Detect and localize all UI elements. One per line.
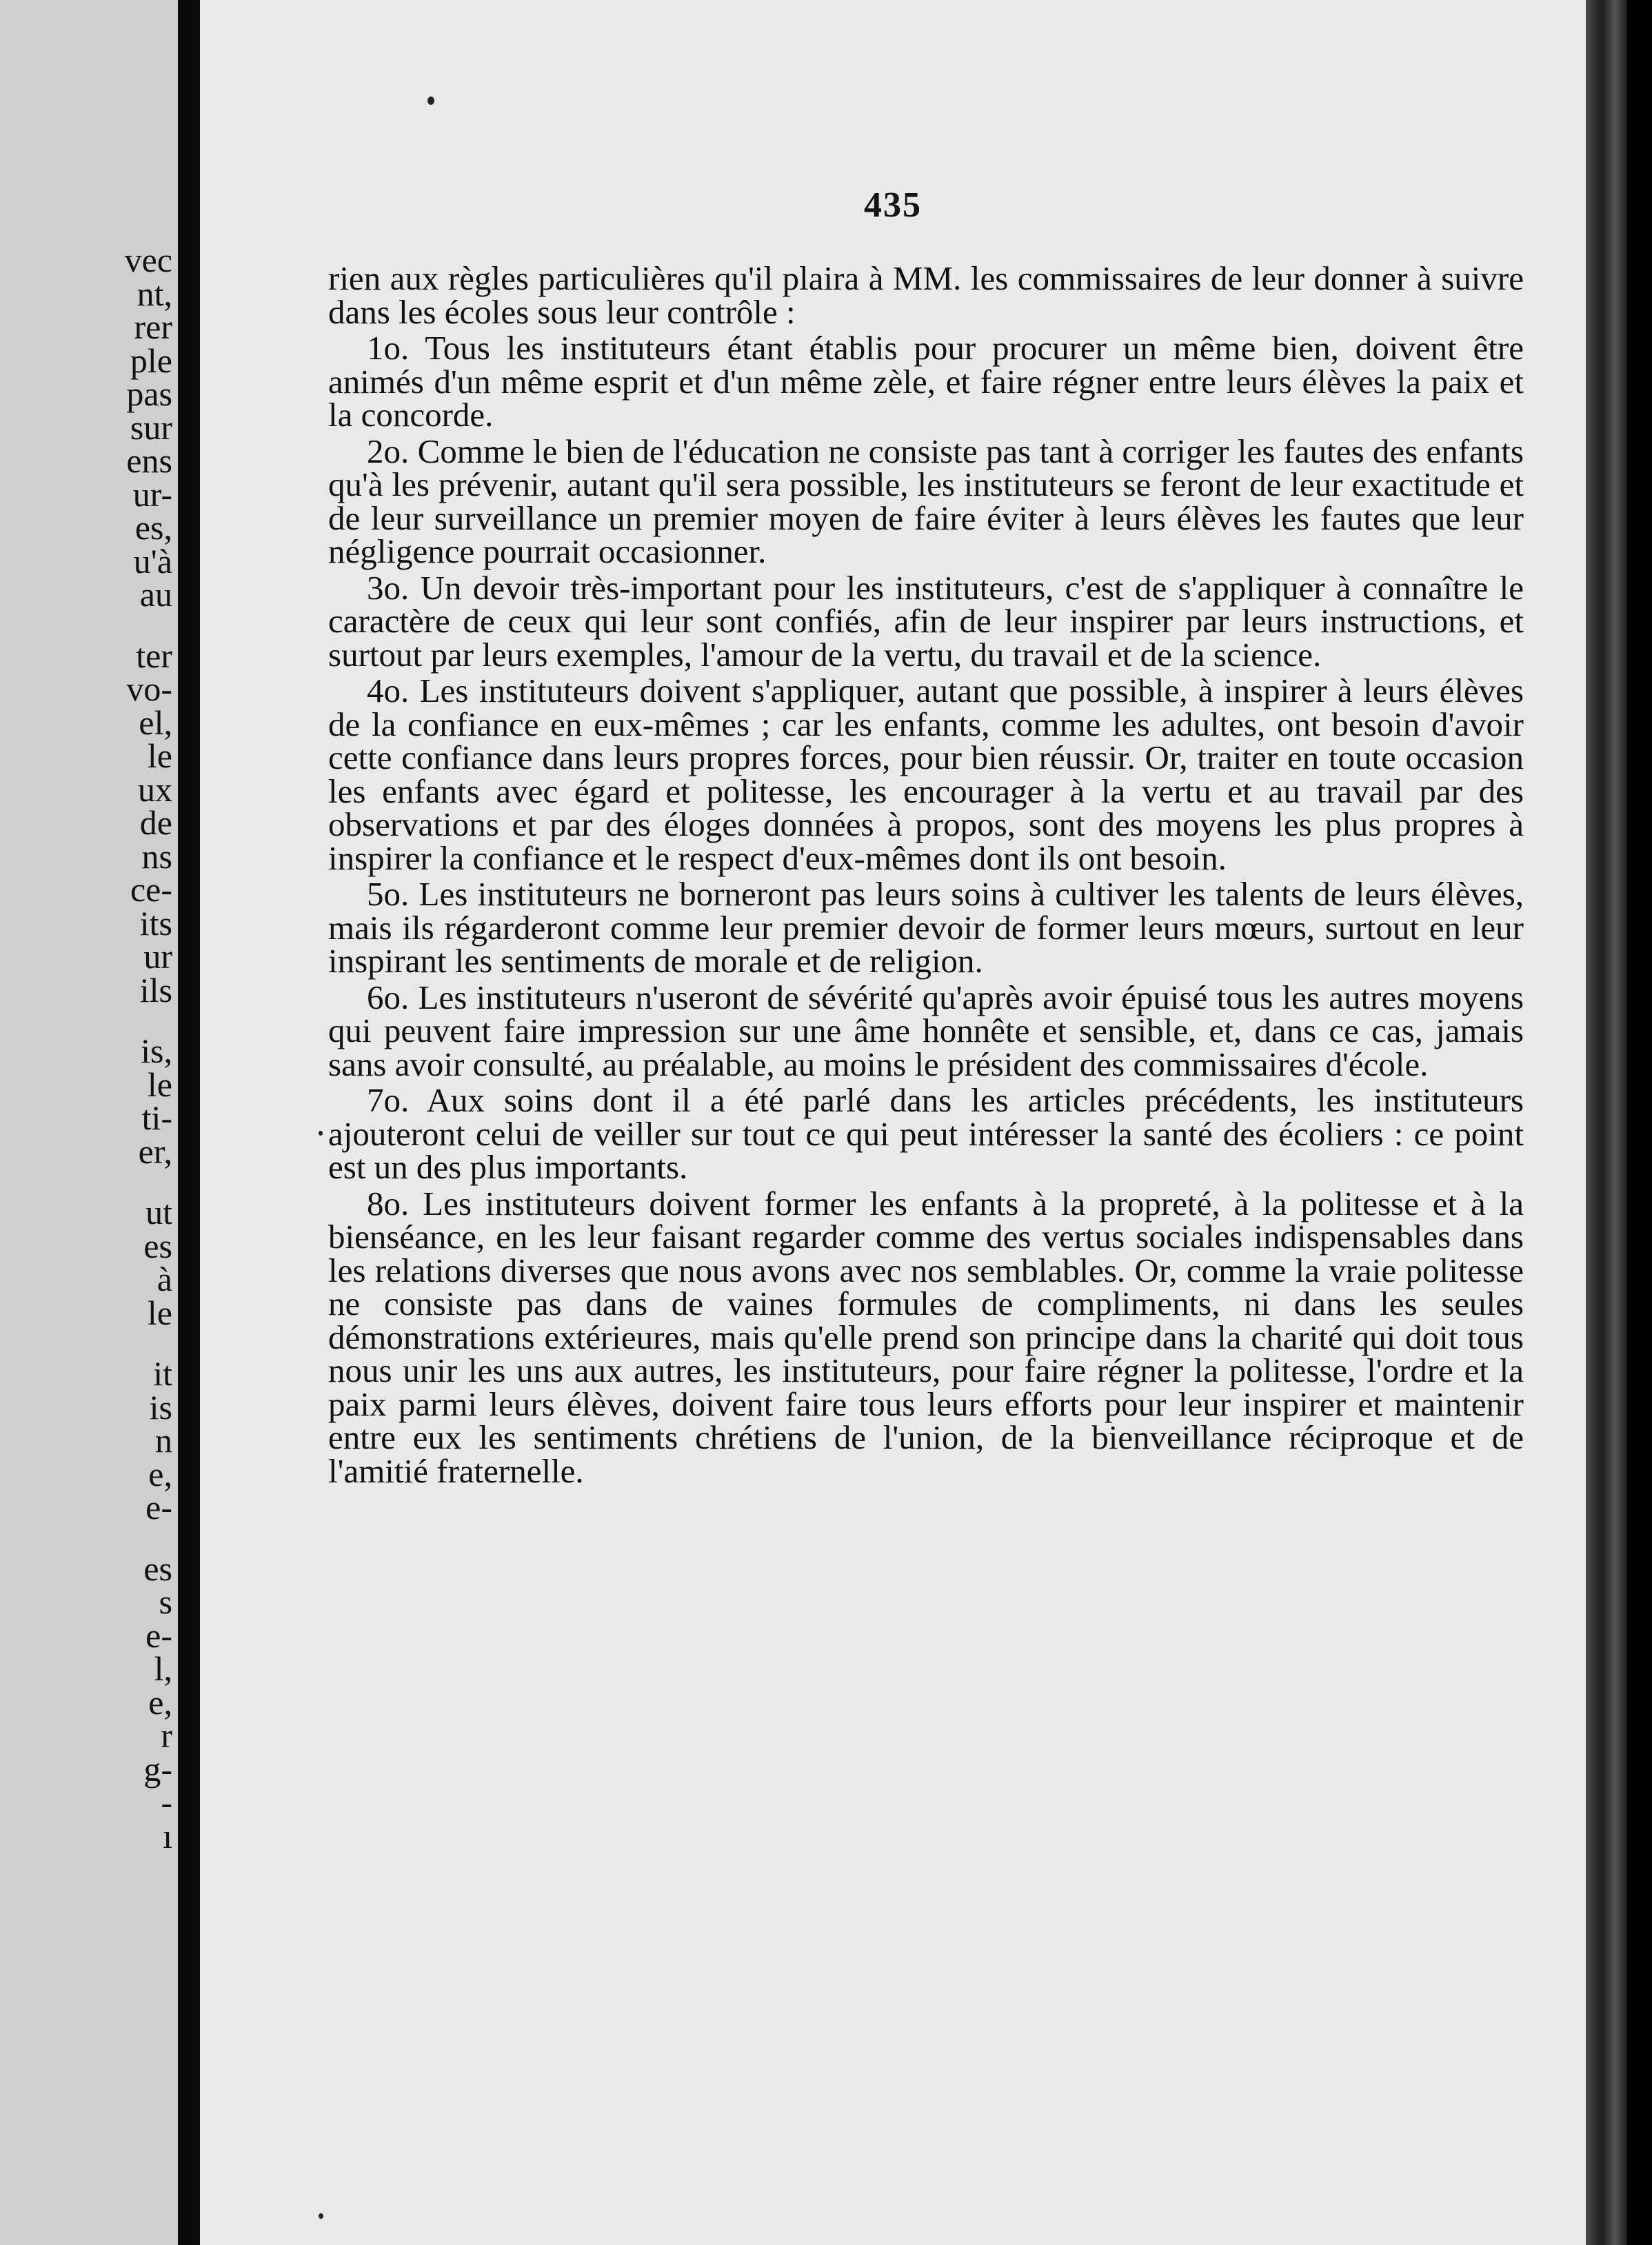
left-page-fragment: e- xyxy=(145,1615,172,1655)
left-page-fragment: sur xyxy=(130,407,172,447)
left-page-fragment: g- xyxy=(143,1749,172,1789)
scan-border xyxy=(1627,0,1652,2245)
left-page-fragment: au xyxy=(139,575,172,614)
left-page-fragment: ux xyxy=(138,769,172,809)
left-page-fragment: s xyxy=(159,1582,172,1621)
left-page-fragment: l, xyxy=(154,1649,172,1688)
book-page xyxy=(200,0,1586,2245)
left-page-edge xyxy=(0,0,178,2245)
left-page-fragment: pas xyxy=(126,374,172,413)
left-page-fragment: vo- xyxy=(126,670,172,708)
left-page-fragment: is, xyxy=(141,1031,172,1070)
left-page-fragment: ur- xyxy=(132,474,172,514)
left-page-fragment: its xyxy=(139,903,172,943)
left-page-fragment: ce- xyxy=(130,870,172,909)
left-page-fragment: rer xyxy=(134,308,172,346)
left-page-fragment: es, xyxy=(134,508,172,547)
left-page-fragment: ils xyxy=(139,970,172,1009)
left-page-fragment: vec xyxy=(124,241,172,279)
intro-paragraph: rien aux règles particulières qu'il plaira à MM. les commissaires de leur donner à suivre dans les écoles sous leur contrôle : xyxy=(328,259,1524,331)
left-page-fragment: is xyxy=(149,1387,172,1427)
left-page-fragment: de xyxy=(139,803,172,842)
left-page-fragment: ns xyxy=(141,836,172,876)
article-3: 3o. Un devoir très-important pour les instituteurs, c'est de s'appliquer à connaître le caractère de ceux qui leur sont confiés, afin de leur inspirer par leurs instructions, et surtout par leurs exemples, l'amour de la vertu, du travail et de la science. xyxy=(328,568,1524,674)
left-page-fragment: es xyxy=(143,1549,172,1588)
left-page-fragment: e, xyxy=(148,1682,172,1722)
left-page-fragment: le xyxy=(147,1293,172,1332)
left-page-fragment: e- xyxy=(145,1488,172,1527)
article-1: 1o. Tous les instituteurs étant établis pour procurer un même bien, doivent être animés d'un même esprit et d'un même zèle, et faire régner entre leurs élèves la paix et la concorde. xyxy=(328,329,1524,434)
left-page-fragment: ter xyxy=(136,636,172,675)
left-page-fragment: el, xyxy=(139,703,172,742)
left-page-fragment: u'à xyxy=(133,541,172,581)
page-body xyxy=(328,259,1524,1491)
left-page-fragment: es xyxy=(143,1226,172,1265)
article-6: 6o. Les instituteurs n'useront de sévérité qu'après avoir épuisé tous les autres moyens qui peuvent faire impression sur une âme honnête et sensible, et, dans ce cas, jamais sans avoir consulté, au préalable, au moins le président des commissaires d'école. xyxy=(328,978,1524,1083)
left-page-fragment: le xyxy=(147,736,172,775)
left-page-fragment: ti- xyxy=(141,1098,172,1137)
left-page-fragment: it xyxy=(153,1354,172,1393)
page-number: 435 xyxy=(864,185,922,225)
left-page-fragment: à xyxy=(157,1260,172,1298)
ink-speck xyxy=(427,97,434,105)
ink-speck xyxy=(319,1131,323,1136)
article-4: 4o. Les instituteurs doivent s'appliquer, autant que possible, à inspirer à leurs élèves de la confiance en eux-mêmes ; car les enfants, comme les adultes, ont besoin d'avoir cette confiance dans leurs propres forces, pour bien réussir. Or, traiter en toute occasion les enfants avec égard et politesse, les encourager à la vertu et au travail par des observations et par des éloges données à propos, sont des moyens les plus propres à inspirer la confiance et le respect d'eux-mêmes dont ils ont besoin. xyxy=(328,672,1524,877)
left-page-fragment: ple xyxy=(130,341,172,380)
left-page-fragment: r xyxy=(161,1716,172,1755)
left-page-fragment: le xyxy=(147,1065,172,1104)
left-page-fragment: ens xyxy=(126,441,172,480)
left-page-fragment: ı xyxy=(163,1816,172,1855)
article-8: 8o. Les instituteurs doivent former les enfants à la propreté, à la politesse et à la bienséance, en les leur faisant regarder comme des vertus sociales indispensables dans les relations diverses que nous avons avec nos semblables. Or, comme la vraie politesse ne consiste pas dans de vaines formules de compliments, ni dans les seules démonstrations extérieures, mais qu'elle prend son principe dans la charité qui doit tous nous unir les uns aux autres, les instituteurs, pour faire régner la politesse, l'ordre et la paix parmi leurs élèves, doivent faire tous leurs efforts pour leur inspirer et maintenir entre eux les sentiments chrétiens de l'union, de la bienveillance réciproque et de l'amitié fraternelle. xyxy=(328,1184,1524,1490)
left-page-fragment: ut xyxy=(145,1193,172,1231)
left-page-fragment: nt, xyxy=(137,274,172,313)
left-page-fragment: er, xyxy=(138,1131,172,1171)
left-page-fragment: - xyxy=(161,1783,172,1822)
ink-speck xyxy=(319,2213,323,2219)
left-page-fragment: n xyxy=(155,1421,172,1460)
left-page-fragment: ur xyxy=(143,937,172,976)
article-7: 7o. Aux soins dont il a été parlé dans les articles précédents, les instituteurs ajouteront celui de veiller sur tout ce qui peut intéresser la santé des écoliers : ce point est un des plus importants. xyxy=(328,1081,1524,1186)
left-page-fragment: e, xyxy=(148,1454,172,1493)
book-gutter xyxy=(178,0,200,2245)
article-2: 2o. Comme le bien de l'éducation ne consiste pas tant à corriger les fautes des enfants qu'à les prévenir, autant qu'il sera possible, les instituteurs se feront de leur exactitude et de leur surveillance un premier moyen de faire éviter à leurs élèves les fautes que leur négligence pourrait occasionner. xyxy=(328,432,1524,570)
page-stack-edge xyxy=(1586,0,1627,2245)
article-5: 5o. Les instituteurs ne borneront pas leurs soins à cultiver les talents de leurs élèves, mais ils régarderont comme leur premier devoir de former leurs mœurs, surtout en leur inspirant les sentiments de morale et de religion. xyxy=(328,875,1524,980)
